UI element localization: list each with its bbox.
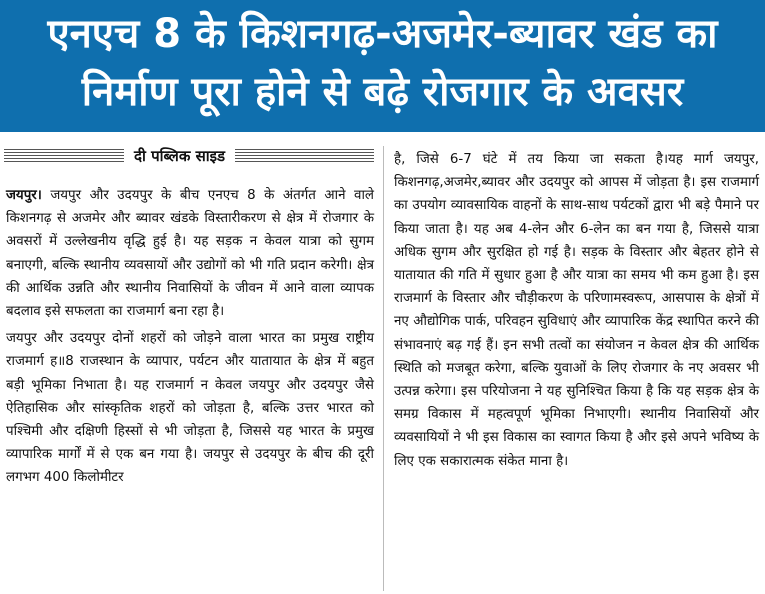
headline-banner (0, 0, 765, 132)
article-column-1 (6, 184, 374, 490)
paragraph-1-text: जयपुर और उदयपुर के बीच एनएच 8 के अंतर्गत आने वाले किशनगढ़ से अजमेर और ब्यावर खंडके विस्तारीकरण से क्षेत्र में रोजगार के अवसरों में उल्लेखनीय वृद्धि हुई है। यह सड़क न केवल यात्रा को सुगम बनाएगी, बल्कि स्थानीय व्यवसायों और उद्योगों को भी गति प्रदान करेगी। क्षेत्र की आर्थिक उन्नति और स्थानीय निवासियों के जीवन में आने वाला व्यापक बदलाव इसे सफलता का राजमार्ग बना रहा है। (6, 188, 374, 320)
headline-line-2: निर्माण पूरा होने से बढ़े रोजगार के अवसर (81, 69, 684, 115)
article-column-2 (394, 148, 759, 473)
dateline: जयपुर। (6, 188, 42, 203)
byline-bar (4, 143, 374, 169)
article-paragraph-3: है, जिसे 6-7 घंटे में तय किया जा सकता है।यह मार्ग जयपुर, किशनगढ़,अजमेर,ब्यावर और उदयपुर को आपस में जोड़ता है। इस राजमार्ग का उपयोग व्यावसायिक वाहनों के साथ-साथ पर्यटकों द्वारा भी बड़े पैमाने पर किया जाता है। यह अब 4-लेन और 6-लेन का बन गया है, जिससे यात्रा अधिक सुगम और सुरक्षित हो गई है। सड़क के विस्तार और बेहतर होने से यातायात की गति में सुधार हुआ है और यात्रा का समय भी कम हुआ है। इस राजमार्ग के विस्तार और चौड़ीकरण के परिणामस्वरूप, आसपास के क्षेत्रों में नए औद्योगिक पार्क, परिवहन सुविधाएं और व्यापारिक केंद्र स्थापित करने की संभावनाएं बढ़ गई हैं। इन सभी तत्वों का संयोजन न केवल क्षेत्र की आर्थिक स्थिति को मजबूत करेगा, बल्कि युवाओं के लिए रोजगार के नए अवसर भी उत्पन्न करेगा। इस परियोजना ने यह सुनिश्चित किया है कि यह सड़क क्षेत्र के समग्र विकास में महत्वपूर्ण भूमिका निभाएगी। स्थानीय निवासियों और व्यवसायियों ने भी इस विकास का स्वागत किया है और इसे अपने भविष्य के लिए एक सकारात्मक संकेत माना है। (394, 152, 759, 469)
column-divider (383, 146, 384, 591)
article-paragraph-1 (6, 184, 374, 323)
byline: दी पब्लिक साइड (124, 143, 235, 169)
headline-line-1: एनएच 8 के किशनगढ़-अजमेर-ब्यावर खंड का (47, 11, 718, 57)
article-paragraph-2: जयपुर और उदयपुर दोनों शहरों को जोड़ने वाला भारत का प्रमुख राष्ट्रीय राजमार्ग ह॥8 राजस्थान के व्यापार, पर्यटन और यातायात के क्षेत्र में बहुत बड़ी भूमिका निभाता है। यह राजमार्ग न केवल जयपुर और उदयपुर जैसे ऐतिहासिक और सांस्कृतिक शहरों को जोड़ता है, बल्कि उत्तर भारत को पश्चिमी और दक्षिणी हिस्सों से भी जोड़ता है, जिससे यह भारत के प्रमुख व्यापारिक मार्गों में से एक बन गया है। जयपुर से उदयपुर के बीच की दूरी लगभग 400 किलोमीटर (6, 331, 374, 486)
